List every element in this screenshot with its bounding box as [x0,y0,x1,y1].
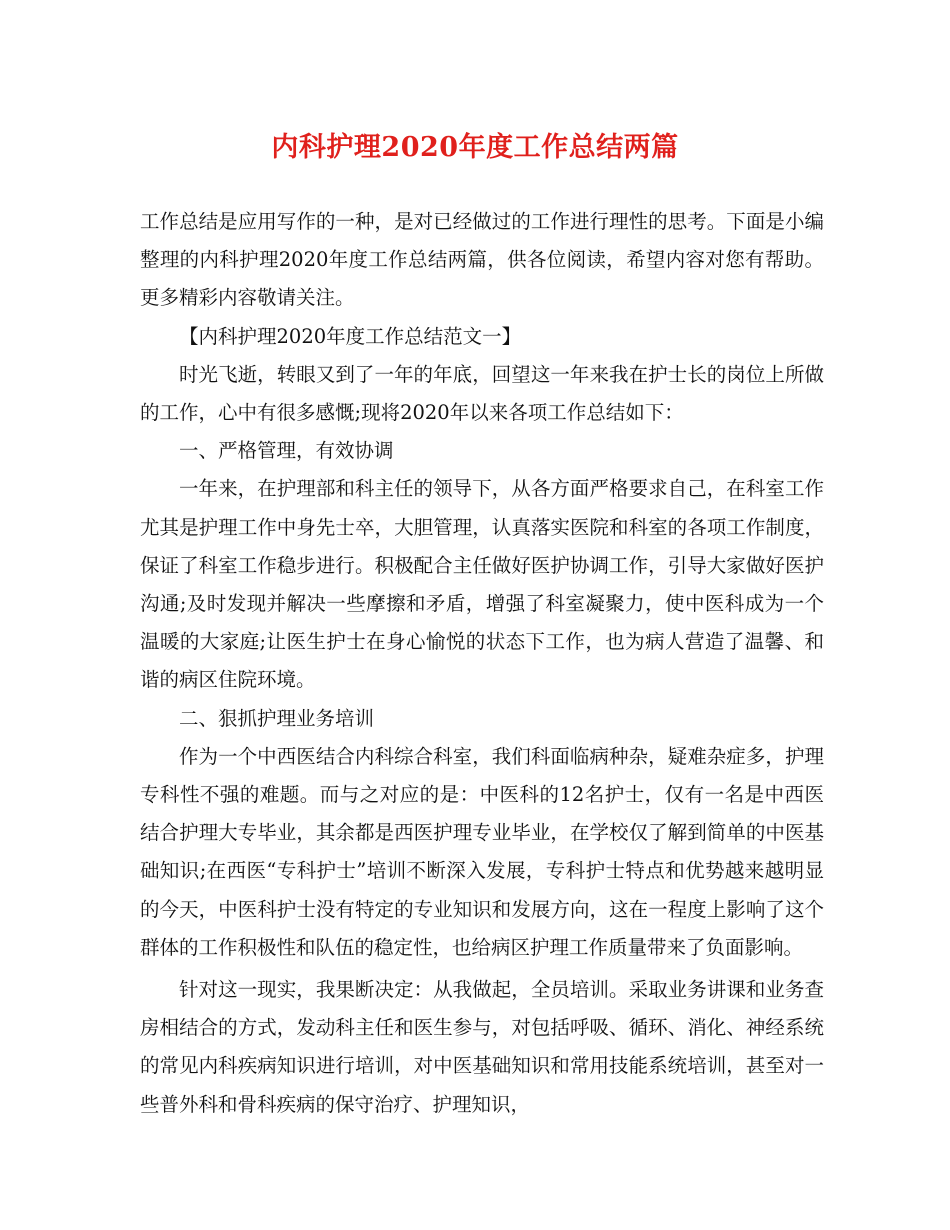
intro-paragraph: 工作总结是应用写作的一种，是对已经做过的工作进行理性的思考。下面是小编整理的内科护理2020年度工作总结两篇，供各位阅读，希望内容对您有帮助。更多精彩内容敬请关注。 [140,210,824,310]
body-paragraph: 作为一个中西医结合内科综合科室，我们科面临病种杂，疑难杂症多，护理专科性不强的难题。而与之对应的是：中医科的12名护士，仅有一名是中西医结合护理大专毕业，其余都是西医护理专业毕业，在学校仅了解到简单的中医基础知识;在西医“专科护士”培训不断深入发展，专科护士特点和优势越来越明显的今天，中医科护士没有特定的专业知识和发展方向，这在一程度上影响了这个群体的工作积极性和队伍的稳定性，也给病区护理工作质量带来了负面影响。 [140,744,824,959]
document-body [140,203,824,1124]
section-heading: 一、严格管理，有效协调 [179,439,394,463]
document-title: 内科护理2020年度工作总结两篇 [271,132,679,163]
body-paragraph: 一年来，在护理部和科主任的领导下，从各方面严格要求自己，在科室工作尤其是护理工作中身先士卒，大胆管理，认真落实医院和科室的各项工作制度，保证了科室工作稳步进行。积极配合主任做好医护协调工作，引导大家做好医护沟通;及时发现并解决一些摩擦和矛盾，增强了科室凝聚力，使中医科成为一个温暖的大家庭;让医生护士在身心愉悦的状态下工作，也为病人营造了温馨、和谐的病区住院环境。 [140,477,824,692]
section-heading: 二、狠抓护理业务培训 [179,706,375,730]
section-heading-sample-one: 【内科护理2020年度工作总结范文一】 [179,324,522,348]
body-paragraph: 时光飞逝，转眼又到了一年的年底，回望这一年来我在护士长的岗位上所做的工作，心中有很多感慨;现将2020年以来各项工作总结如下： [140,362,824,425]
body-paragraph: 针对这一现实，我果断决定：从我做起，全员培训。采取业务讲课和业务查房相结合的方式，发动科主任和医生参与，对包括呼吸、循环、消化、神经系统的常见内科疾病知识进行培训，对中医基础知识和常用技能系统培训，甚至对一些普外科和骨科疾病的保守治疗、护理知识， [140,978,824,1116]
